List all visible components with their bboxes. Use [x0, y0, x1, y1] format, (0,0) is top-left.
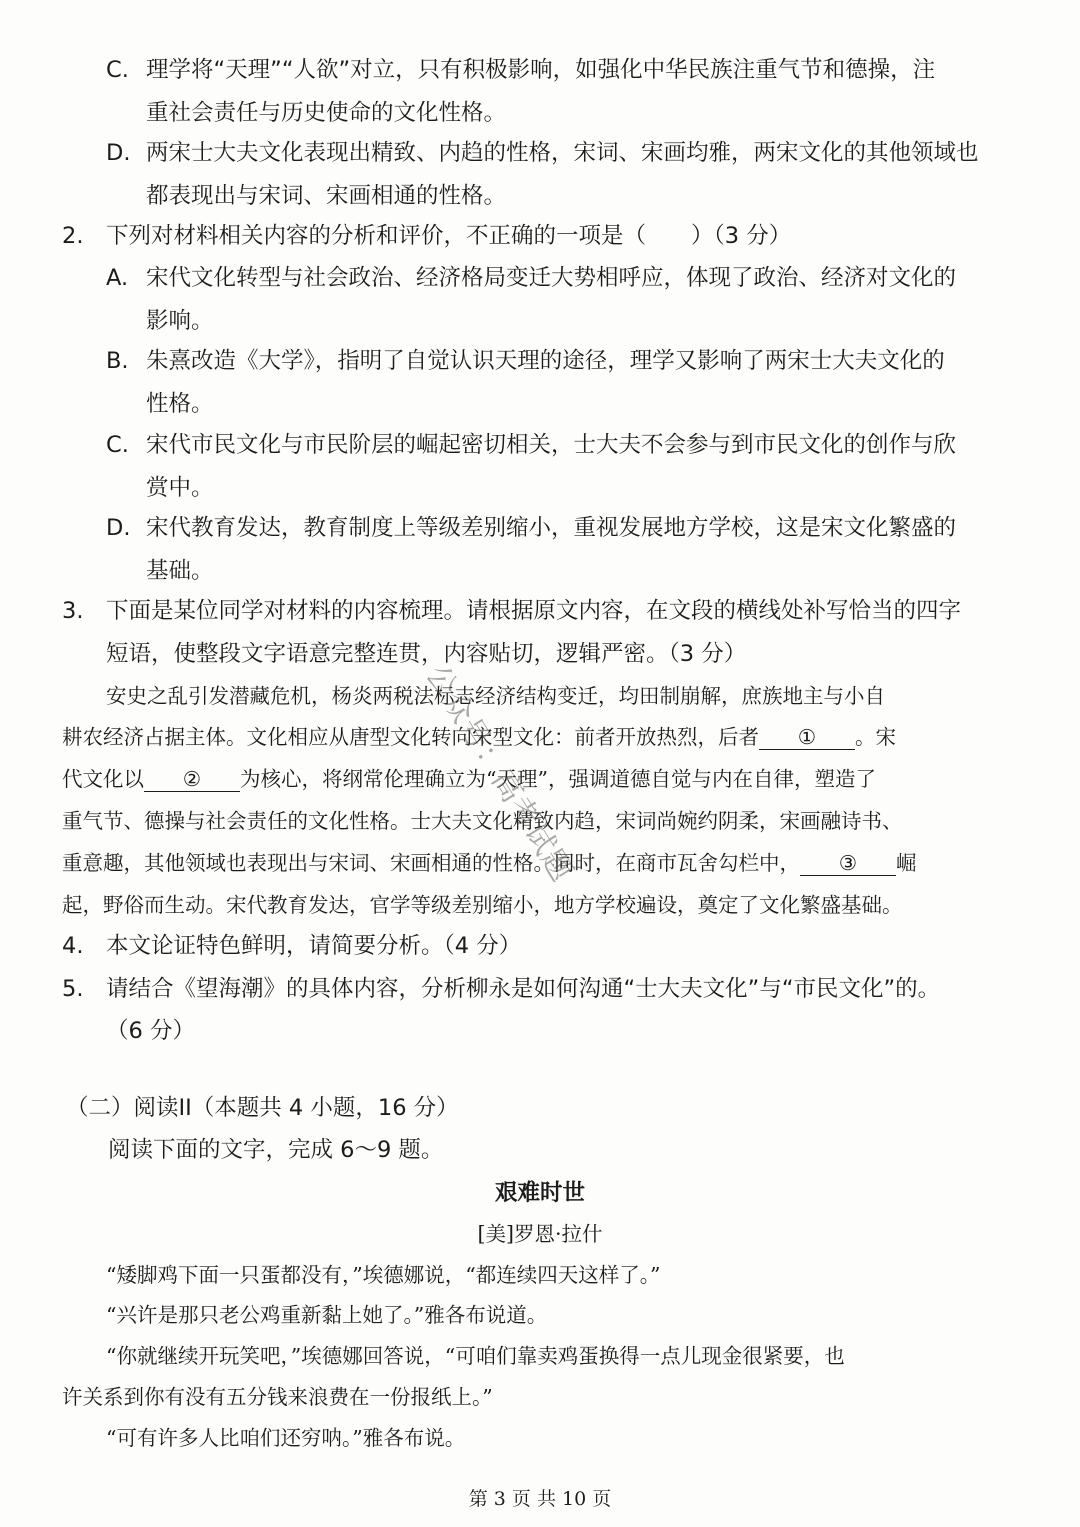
section-instruction: 阅读下面的文字，完成 6～9 题。: [108, 1137, 444, 1163]
passage-text: 。宋: [855, 725, 896, 749]
question-number: 5.: [62, 976, 84, 1002]
page-footer: 第 3 页 共 10 页: [468, 1488, 612, 1510]
story-paragraph-1: “矮脚鸡下面一只蛋都没有，”埃德娜说，“都连续四天这样了。”: [106, 1263, 661, 1287]
question-number: 2.: [62, 223, 84, 249]
option-text: 宋代市民文化与市民阶层的崛起密切相关，士大夫不会参与到市民文化的创作与欣: [146, 432, 957, 458]
story-paragraph-4: “可有许多人比咱们还穷呐。”雅各布说。: [106, 1426, 466, 1450]
option-text: 宋代文化转型与社会政治、经济格局变迁大势相呼应，体现了政治、经济对文化的: [146, 265, 957, 291]
q2-option-d: [106, 510, 956, 542]
option-text: 理学将“天理”“人欲”对立，只有积极影响，如强化中华民族注重气节和德操，注: [146, 57, 936, 83]
q3-passage-line-4: 重气节、德操与社会责任的文化性格。士大夫文化精致内趋，宋词尚婉约阴柔，宋画融诗书、: [62, 809, 903, 833]
passage-text: 代文化以: [62, 767, 144, 791]
option-text: 两宋士大夫文化表现出精致、内趋的性格，宋词、宋画均雅，两宋文化的其他领域也: [146, 140, 979, 166]
question-text: 下列对材料相关内容的分析和评价，不正确的一项是（ ）（3 分）: [106, 223, 792, 249]
watermark: 公众号：高考试题: [418, 659, 580, 889]
q2-option-c-cont: 赏中。: [146, 475, 214, 501]
section-heading: （二）阅读II（本题共 4 小题，16 分）: [66, 1095, 459, 1121]
story-paragraph-3-cont: 许关系到你有没有五分钱来浪费在一份报纸上。”: [62, 1385, 493, 1409]
option-letter: B.: [106, 348, 129, 374]
blank-3: ③: [800, 853, 896, 876]
q3-passage-line-6: 起，野俗而生动。宋代教育发达，官学等级差别缩小，地方学校遍设，奠定了文化繁盛基础。: [62, 893, 903, 917]
story-author: [美]罗恩·拉什: [477, 1222, 603, 1246]
question-text: 请结合《望海潮》的具体内容，分析柳永是如何沟通“士大夫文化”与“市民文化”的。: [106, 976, 941, 1002]
q1-option-d-cont: 都表现出与宋词、宋画相通的性格。: [146, 183, 507, 209]
q3-passage-line-1: 安史之乱引发潜藏危机，杨炎两税法标志经济结构变迁，均田制崩解，庶族地主与小自: [106, 684, 885, 708]
story-paragraph-3: “你就继续开玩笑吧，”埃德娜回答说，“可咱们靠卖鸡蛋换得一点儿现金很紧要，也: [106, 1344, 845, 1368]
option-text: 宋代教育发达，教育制度上等级差别缩小，重视发展地方学校，这是宋文化繁盛的: [146, 515, 957, 541]
passage-text: 为核心，将纲常伦理确立为“天理”，强调道德自觉与内在自律，塑造了: [240, 767, 876, 791]
option-letter: A.: [106, 265, 129, 291]
q2-stem: [62, 218, 791, 250]
blank-2: ②: [144, 769, 240, 792]
q2-option-b: [106, 343, 945, 375]
story-title: 艰难时世: [494, 1180, 585, 1206]
passage-text: 崛: [896, 851, 917, 875]
question-text: 本文论证特色鲜明，请简要分析。（4 分）: [106, 933, 522, 959]
q2-option-d-cont: 基础。: [146, 558, 214, 584]
option-letter: C.: [106, 432, 129, 458]
option-text: 朱熹改造《大学》，指明了自觉认识天理的途径，理学又影响了两宋士大夫文化的: [146, 348, 945, 374]
q3-stem-cont: 短语，使整段文字语意完整连贯，内容贴切，逻辑严密。（3 分）: [106, 641, 747, 667]
q3-passage-line-5: [62, 846, 917, 876]
q2-option-c: [106, 427, 956, 459]
q5-score: （6 分）: [106, 1018, 195, 1044]
blank-1: ①: [759, 727, 855, 750]
q3-stem: [62, 593, 961, 625]
question-text: 下面是某位同学对材料的内容梳理。请根据原文内容，在文段的横线处补写恰当的四字: [106, 598, 962, 624]
q3-passage-line-3: [62, 762, 876, 792]
passage-text: 重意趣，其他领域也表现出与宋词、宋画相通的性格。同时，在商市瓦舍勾栏中，: [62, 851, 800, 875]
q2-option-a: [106, 260, 956, 292]
story-paragraph-2: “兴许是那只老公鸡重新黏上她了。”雅各布说道。: [106, 1303, 548, 1327]
q1-option-d: [106, 135, 979, 167]
q4: [62, 928, 521, 960]
option-letter: C.: [106, 57, 129, 83]
q5: [62, 971, 940, 1003]
q1-option-c-cont: 重社会责任与历史使命的文化性格。: [146, 100, 507, 126]
question-number: 3.: [62, 598, 84, 624]
passage-text: 耕农经济占据主体。文化相应从唐型文化转向宋型文化：前者开放热烈，后者: [62, 725, 759, 749]
q2-option-a-cont: 影响。: [146, 308, 214, 334]
option-letter: D.: [106, 140, 131, 166]
question-number: 4.: [62, 933, 84, 959]
option-letter: D.: [106, 515, 131, 541]
q1-option-c: [106, 52, 935, 84]
q2-option-b-cont: 性格。: [146, 391, 214, 417]
